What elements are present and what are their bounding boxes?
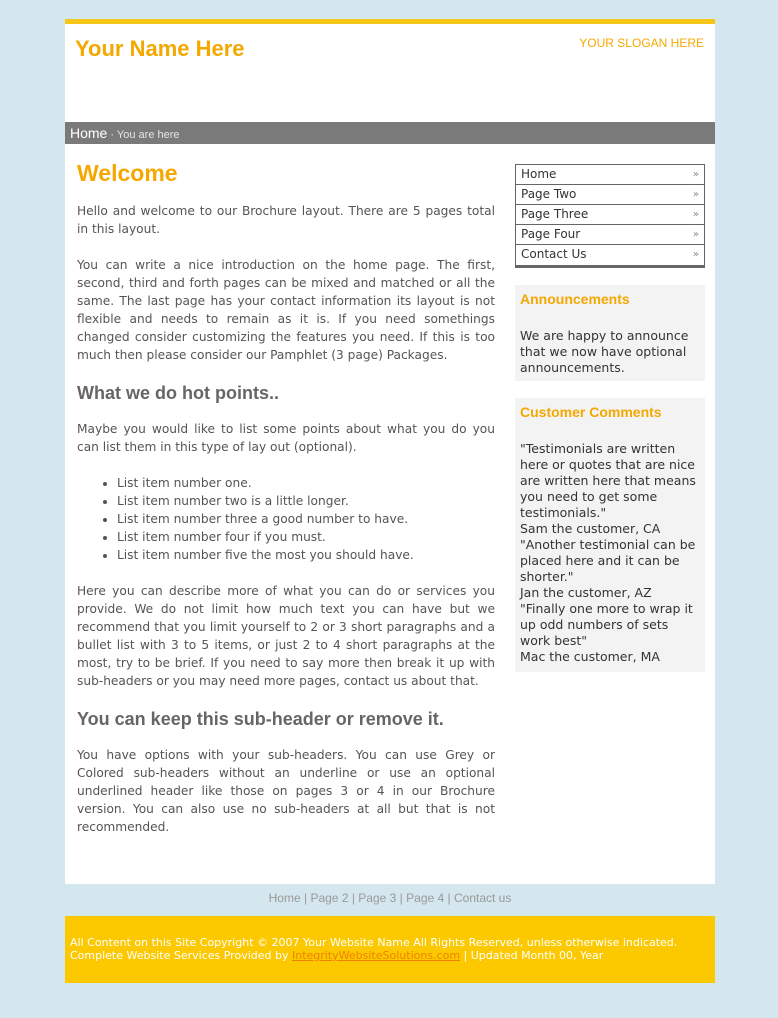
footer-nav-separator: | xyxy=(444,891,454,905)
footer-nav-separator: | xyxy=(396,891,407,905)
breadcrumb xyxy=(65,122,715,144)
footer-nav-separator: | xyxy=(348,891,359,905)
nav-item-page-three[interactable] xyxy=(516,205,704,225)
main-content xyxy=(77,160,495,854)
chevron-right-icon: » xyxy=(692,189,699,200)
site-name[interactable]: Your Name Here xyxy=(75,36,245,61)
paragraph: Maybe you would like to list some points about what you do you can list them in this type of lay out (optional). xyxy=(77,422,495,454)
side-nav xyxy=(515,164,705,268)
copyright-text: All Content on this Site Copyright © 2007 Your Website Name All Rights Reserved, unless otherwise indicated. xyxy=(70,936,678,949)
announcements-title: Announcements xyxy=(520,291,630,307)
nav-item-label: Page Two xyxy=(521,187,577,201)
page-title: Welcome xyxy=(77,160,178,186)
nav-item-label: Contact Us xyxy=(521,247,587,261)
announcement-text: We are happy to announce that we now have optional announcements. xyxy=(520,328,689,375)
intro-paragraph: Hello and welcome to our Brochure layout. There are 5 pages total in this layout. xyxy=(77,204,495,236)
breadcrumb-home-link[interactable]: Home xyxy=(70,125,108,141)
credits-line xyxy=(70,949,710,962)
testimonial-quote: "Testimonials are written here or quotes that are nice are written here that means you need to get some testimonials." xyxy=(520,441,696,520)
testimonial-quote: "Another testimonial can be placed here and it can be shorter." xyxy=(520,537,696,584)
chevron-right-icon: » xyxy=(692,229,699,240)
footer-nav-separator: | xyxy=(300,891,311,905)
updated-text: | Updated Month 00, Year xyxy=(460,949,604,962)
paragraph: You have options with your sub-headers. You can use Grey or Colored sub-headers without an underline or use an optional underlined header like those on pages 3 or 4 in our Brochure version. You can also use no sub-headers at all but that is not recommended. xyxy=(77,748,495,834)
list-item: • List item number four if you must. xyxy=(117,528,495,546)
announcements-box xyxy=(515,285,705,381)
footer-link-page-2[interactable]: Page 2 xyxy=(310,891,349,905)
nav-item-home[interactable] xyxy=(516,165,704,185)
site-slogan: YOUR SLOGAN HERE xyxy=(579,36,704,50)
breadcrumb-current: · You are here xyxy=(107,129,180,141)
testimonial-quote: "Finally one more to wrap it up odd numbers of sets work best" xyxy=(520,601,693,648)
paragraph: Here you can describe more of what you can do or services you provide. We do not limit how much text you can have but we recommend that you limit yourself to 2 or 3 short paragraphs and a bullet list with 3 to 5 items, or just 2 to 4 short paragraphs at the most, try to be brief. If you need to say more then break it up with sub-headers or you may need more pages, contact us about that. xyxy=(77,584,495,688)
testimonial-author: Jan the customer, AZ xyxy=(520,585,652,600)
customer-comments-box xyxy=(515,398,705,672)
list-item: • List item number three a good number to have. xyxy=(117,510,495,528)
footer-link-contact-us[interactable]: Contact us xyxy=(453,891,512,905)
nav-item-label: Page Three xyxy=(521,207,589,221)
list-item: • List item number five the most you should have. xyxy=(117,546,495,564)
page-container xyxy=(65,19,715,905)
footer xyxy=(65,916,715,983)
header xyxy=(65,24,715,122)
sub-header: What we do hot points.. xyxy=(77,383,279,403)
sidebar xyxy=(515,164,705,672)
list-item: • List item number two is a little longer. xyxy=(117,492,495,510)
chevron-right-icon: » xyxy=(692,249,699,260)
chevron-right-icon: » xyxy=(692,169,699,180)
comments-title: Customer Comments xyxy=(520,404,662,420)
footer-nav xyxy=(65,891,715,905)
footer-link-page-3[interactable]: Page 3 xyxy=(358,891,397,905)
nav-item-page-two[interactable] xyxy=(516,185,704,205)
list-item: • List item number one. xyxy=(117,474,495,492)
nav-item-label: Home xyxy=(521,167,557,181)
credits-prefix: Complete Website Services Provided by xyxy=(70,949,292,962)
credits-link[interactable]: IntegrityWebsiteSolutions.com xyxy=(291,949,461,962)
nav-item-label: Page Four xyxy=(521,227,581,241)
nav-item-page-four[interactable] xyxy=(516,225,704,245)
hot-points-list xyxy=(117,474,495,564)
chevron-right-icon: » xyxy=(692,209,699,220)
sub-header: You can keep this sub-header or remove it. xyxy=(77,709,444,729)
footer-link-home[interactable]: Home xyxy=(268,891,301,905)
testimonial-author: Sam the customer, CA xyxy=(520,521,661,536)
testimonial-author: Mac the customer, MA xyxy=(520,649,660,664)
footer-link-page-4[interactable]: Page 4 xyxy=(406,891,445,905)
nav-item-contact-us[interactable] xyxy=(516,245,704,265)
main-area xyxy=(65,144,715,905)
paragraph: You can write a nice introduction on the home page. The first, second, third and forth pages can be mixed and matched or all the same. The last page has your contact information its layout is not flexible and needs to remain as it is. If you need somethings changed consider customizing the features you need. If this is too much then please consider our Pamphlet (3 page) Packages. xyxy=(77,258,495,362)
